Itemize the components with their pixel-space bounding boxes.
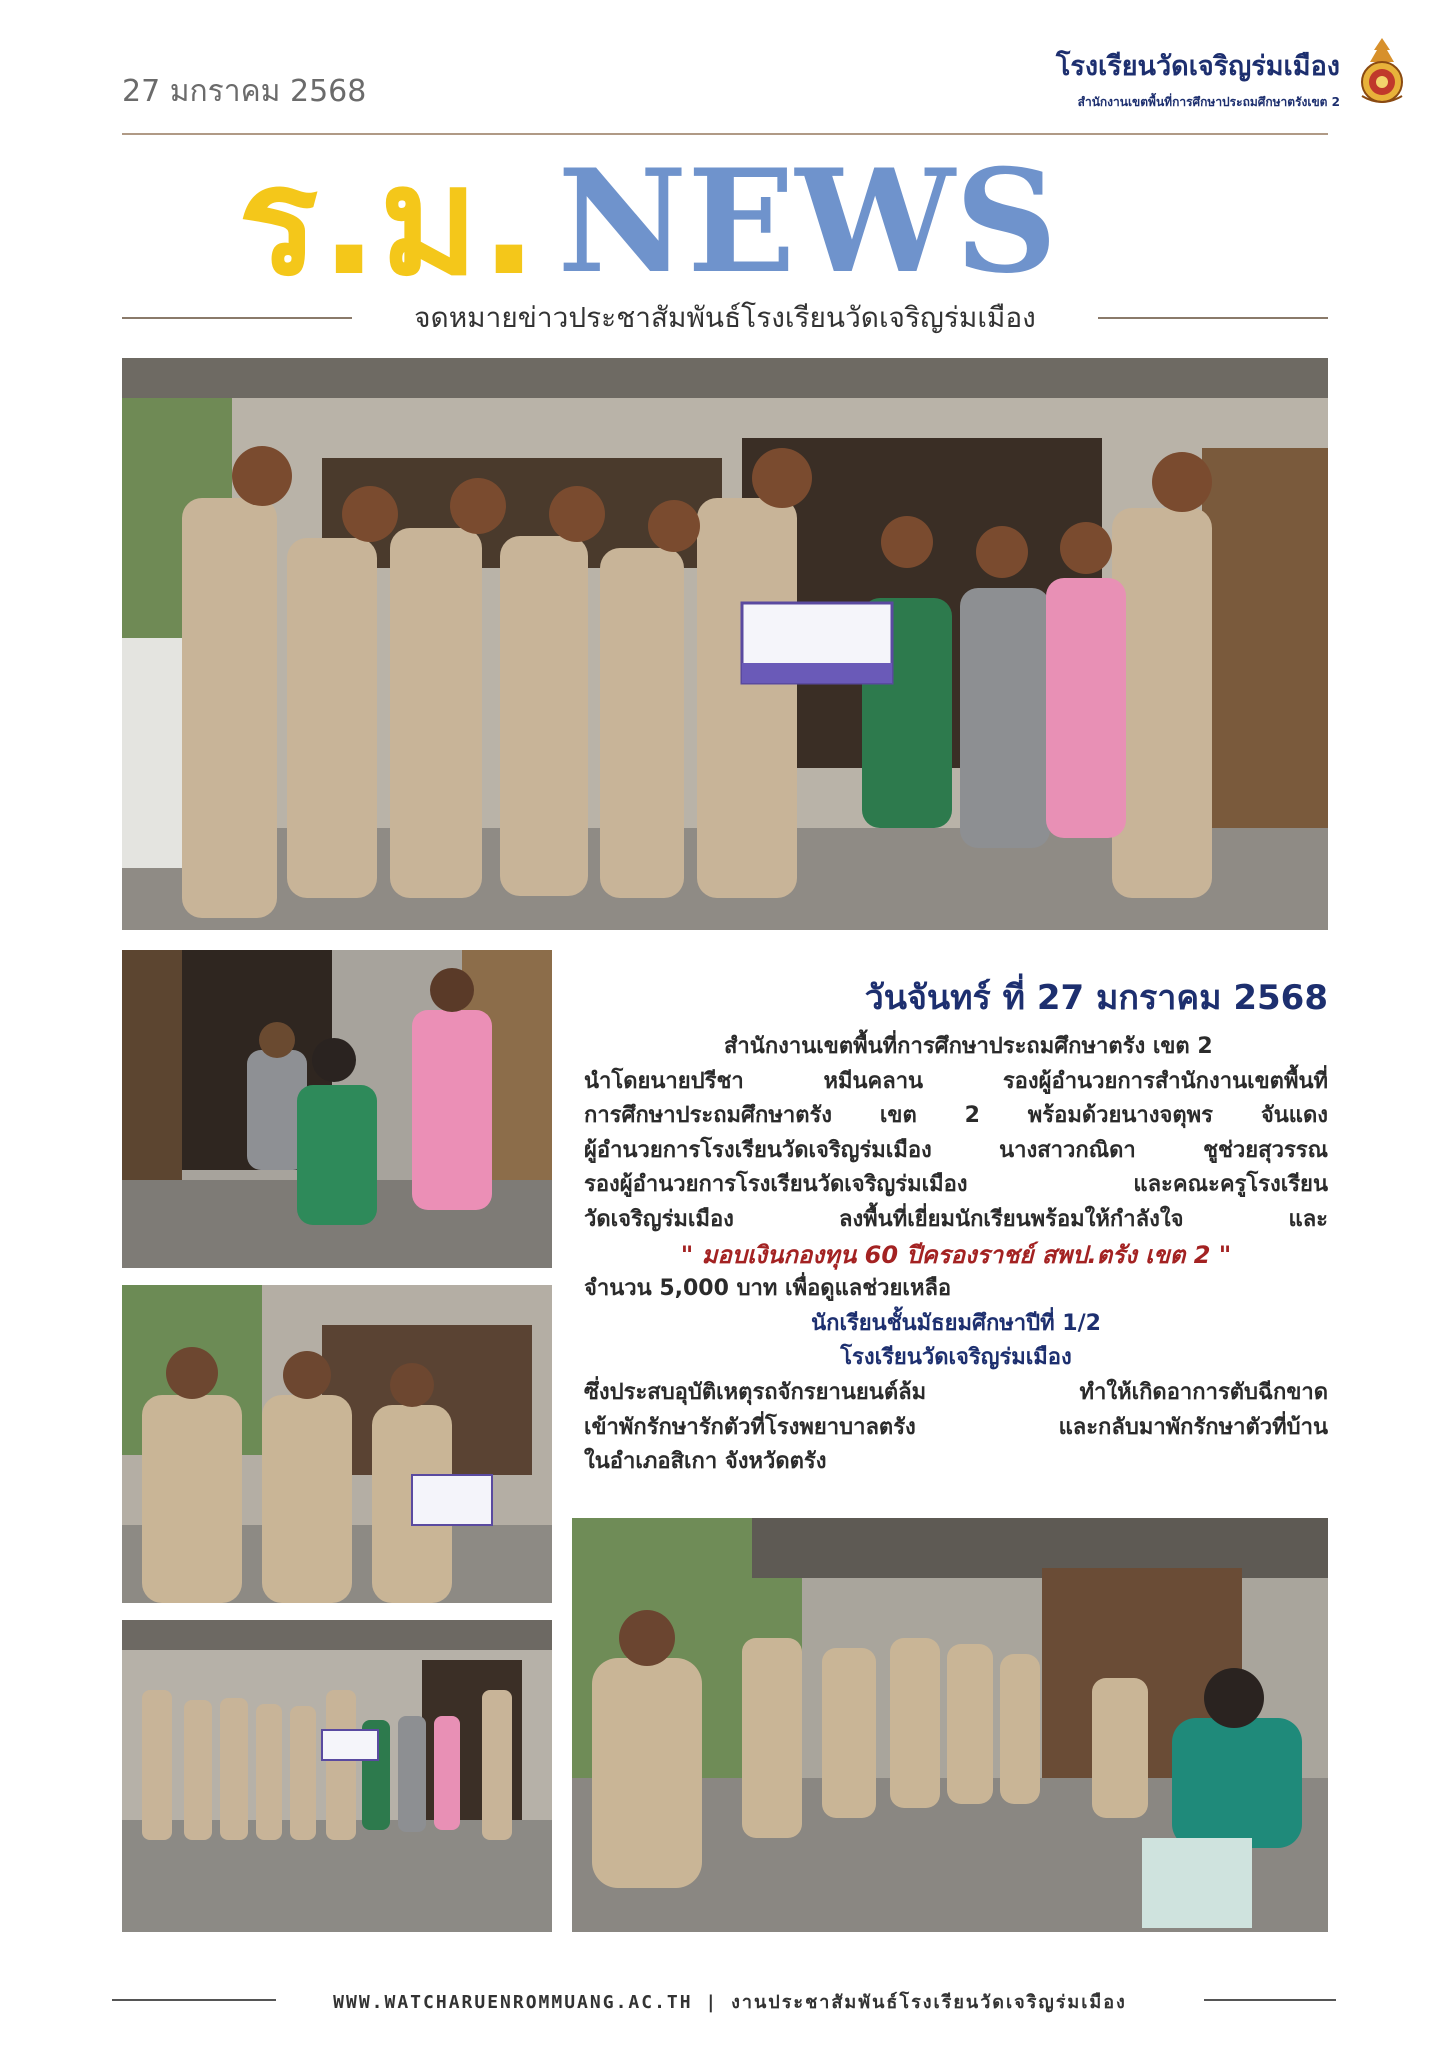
- footer-line-right: [1204, 1999, 1336, 2001]
- article-line: นำโดยนายปรีชา หมีนคลาน รองผู้อำนวยการสำนักงานเขตพื้นที่: [584, 1068, 1328, 1094]
- issue-date: 27 มกราคม 2568: [122, 74, 367, 109]
- page-footer: [0, 1985, 1448, 2015]
- article-line: การศึกษาประถมศึกษาตรัง เขต 2 พร้อมด้วยนางจตุพร จันแดง: [584, 1103, 1328, 1129]
- masthead-subtitle-row: [122, 294, 1328, 334]
- article-line: เข้าพักรักษารักตัวที่โรงพยาบาลตรัง และกลับมาพักรักษาตัวที่บ้าน: [584, 1414, 1328, 1440]
- footer-line-left: [112, 1999, 276, 2001]
- subtitle-line-left: [122, 317, 352, 319]
- masthead-subtitle: จดหมายข่าวประชาสัมพันธ์โรงเรียนวัดเจริญร่มเมือง: [414, 301, 1036, 334]
- photo-outdoor-visit: [572, 1518, 1328, 1932]
- main-group-photo: [122, 358, 1328, 930]
- article-highlight: " มอบเงินกองทุน 60 ปีครองราชย์ สพป.ตรัง เขต 2 ": [680, 1240, 1232, 1269]
- article-day-heading: วันจันทร์ ที่ 27 มกราคม 2568: [864, 978, 1328, 1018]
- school-emblem-icon: [1354, 36, 1410, 106]
- footer-text: WWW.WATCHARUENROMMUANG.AC.TH | งานประชาสัมพันธ์โรงเรียนวัดเจริญร่มเมือง: [333, 1992, 1127, 2013]
- photo-group-wide: [122, 1620, 552, 1932]
- article-line: วัดเจริญร่มเมือง ลงพื้นที่เยี่ยมนักเรียนพร้อมให้กำลังใจ และ: [584, 1206, 1328, 1232]
- article-body: [584, 1030, 1328, 1480]
- article-student-line: นักเรียนชั้นมัธยมศึกษาปีที่ 1/2: [811, 1310, 1101, 1336]
- masthead-rm: ร.ม.: [238, 135, 540, 309]
- article-line: ผู้อำนวยการโรงเรียนวัดเจริญร่มเมือง นางสาวกณิดา ชูช่วยสุวรรณ: [584, 1137, 1328, 1163]
- article-line: ในอำเภอสิเกา จังหวัดตรัง: [584, 1449, 827, 1475]
- photo-visit-seated: [122, 950, 552, 1268]
- masthead: [238, 135, 1058, 309]
- article-line: ซึ่งประสบอุบัติเหตุรถจักรยานยนต์ล้ม ทำให้เกิดอาการตับฉีกขาด: [584, 1379, 1328, 1405]
- school-header: [1056, 44, 1340, 112]
- photo-teachers-with-sign: [122, 1285, 552, 1603]
- article-line: สำนักงานเขตพื้นที่การศึกษาประถมศึกษาตรัง เขต 2: [724, 1034, 1213, 1059]
- subtitle-line-right: [1098, 317, 1328, 319]
- article-school-line: โรงเรียนวัดเจริญร่มเมือง: [840, 1345, 1072, 1371]
- article-line: รองผู้อำนวยการโรงเรียนวัดเจริญร่มเมือง และคณะครูโรงเรียน: [584, 1172, 1328, 1198]
- school-subtitle: สำนักงานเขตพื้นที่การศึกษาประถมศึกษาตรังเขต 2: [1077, 95, 1340, 109]
- article-amount-line: จำนวน 5,000 บาท เพื่อดูแลช่วยเหลือ: [584, 1276, 952, 1302]
- masthead-news: NEWS: [557, 139, 1058, 305]
- school-name: โรงเรียนวัดเจริญร่มเมือง: [1055, 51, 1340, 82]
